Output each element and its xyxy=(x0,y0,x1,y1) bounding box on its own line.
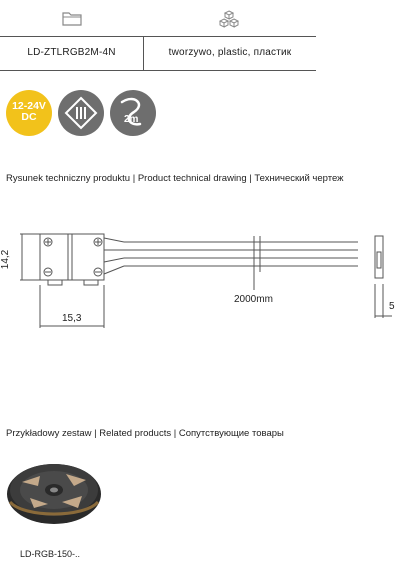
header-row xyxy=(0,0,412,36)
table-top-rule xyxy=(0,36,316,37)
length-badge xyxy=(110,90,156,136)
product-code: LD-ZTLRGB2M-4N xyxy=(27,47,116,58)
drawing-section-title: Rysunek techniczny produktu | Product technical drawing | Технический чертеж xyxy=(6,173,344,184)
related-section-title: Przykładowy zestaw | Related products | Сопутствующие товары xyxy=(6,428,284,439)
related-product-card[interactable] xyxy=(4,452,108,562)
cable-icon xyxy=(110,90,156,136)
table-bottom-rule xyxy=(0,70,316,71)
voltage-badge-line2: DC xyxy=(21,111,37,123)
class-iii-insulation-icon xyxy=(58,90,104,136)
cubes-icon xyxy=(219,9,239,34)
width-dimension: 15,3 xyxy=(62,313,82,324)
material-value: tworzywo, plastic, пластик xyxy=(168,47,292,58)
related-product-label: LD-RGB-150-.. xyxy=(20,549,81,559)
folder-icon xyxy=(62,10,82,31)
thickness-dimension: 5 xyxy=(389,301,395,312)
height-dimension: 14,2 xyxy=(0,249,12,270)
technical-drawing xyxy=(0,222,412,362)
length-badge-label: 2m xyxy=(124,114,139,125)
led-strip-reel-image xyxy=(4,452,104,532)
voltage-badge-line1: 12-24V xyxy=(12,100,46,112)
voltage-badge xyxy=(6,90,52,136)
length-dimension: 2000mm xyxy=(234,294,273,305)
